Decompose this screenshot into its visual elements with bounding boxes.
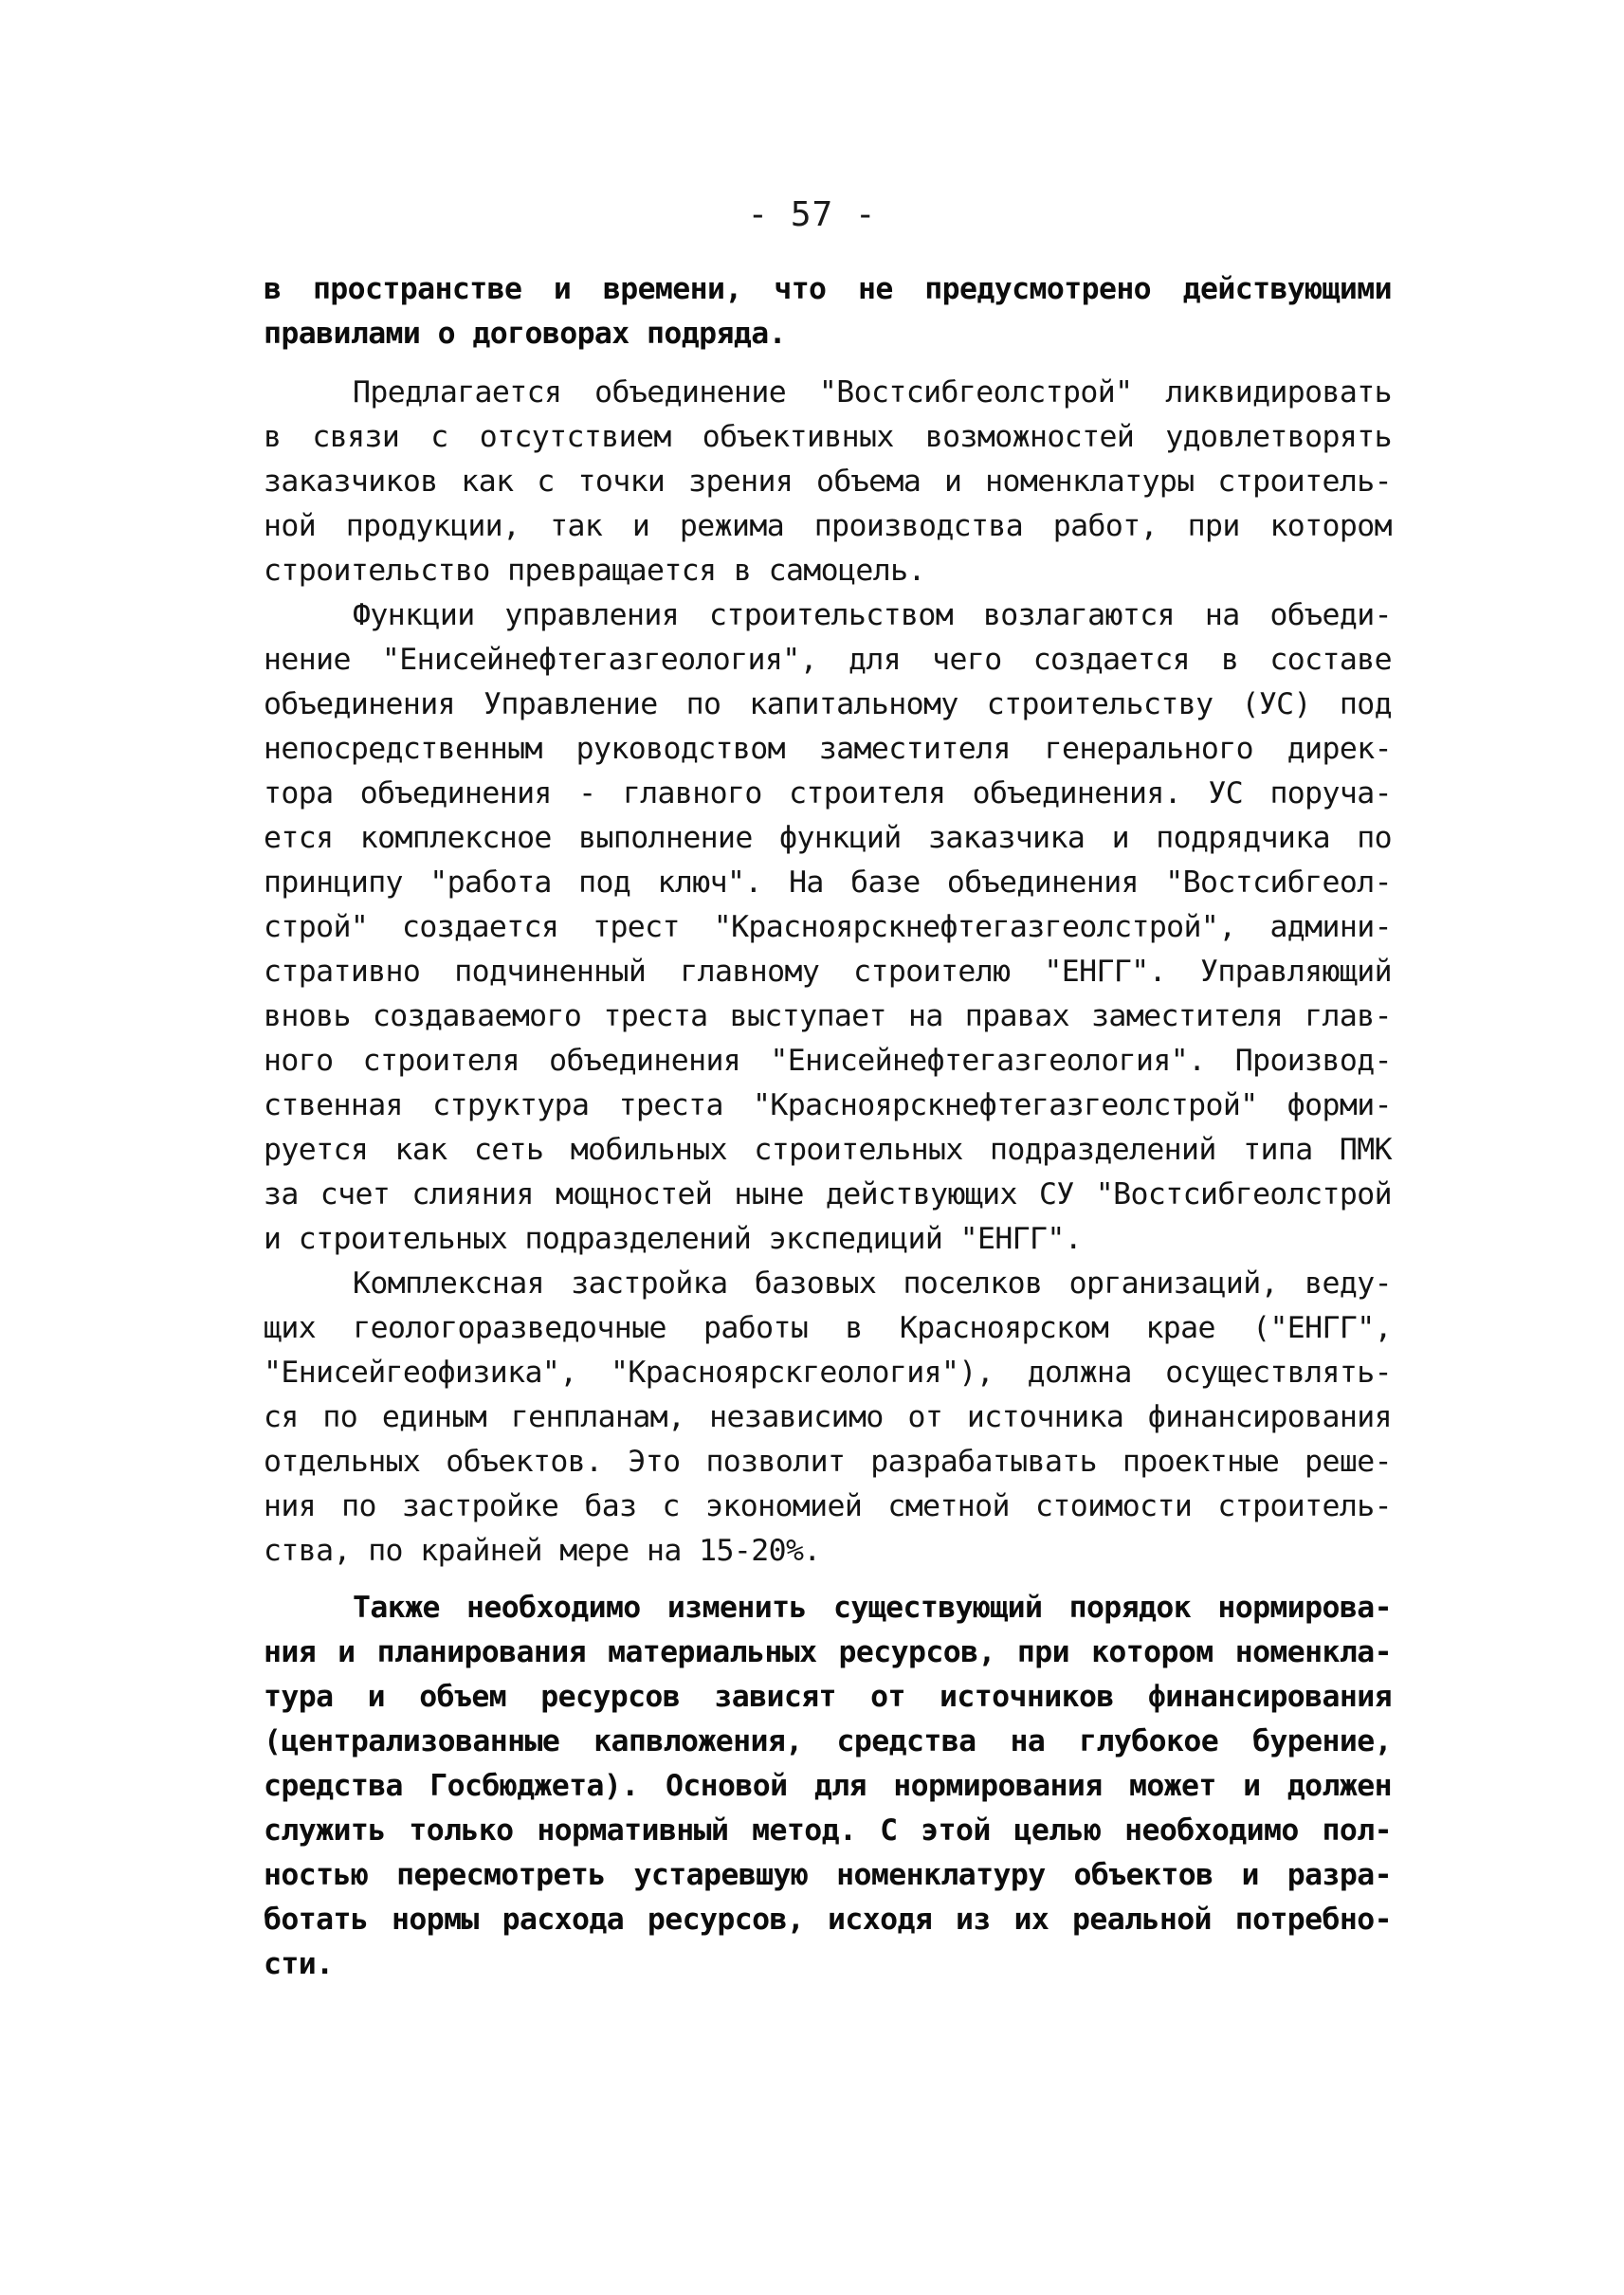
text-line: ства, по крайней мере на 15-20%. xyxy=(264,1534,821,1568)
text-line: строительство превращается в самоцель. xyxy=(264,554,925,588)
text-line: сти. xyxy=(264,1947,334,1981)
text-line: заказчиков как с точки зрения объема и номенклатуры строитель- xyxy=(264,464,1392,499)
text-line: (централизованные капвложения, средства на глубокое бурение, xyxy=(264,1724,1392,1758)
page-number: - 57 - xyxy=(747,195,877,234)
text-line: щих геологоразведочные работы в Красноярском крае ("ЕНГГ", xyxy=(264,1311,1392,1345)
text-line: непосредственным руководством заместителя генерального дирек- xyxy=(264,732,1392,766)
text-line: Также необходимо изменить существующий порядок нормирова- xyxy=(353,1591,1392,1625)
text-line: средства Госбюджета). Основой для нормирования может и должен xyxy=(264,1769,1392,1803)
text-line: ния и планирования материальных ресурсов, при котором номенкла- xyxy=(264,1635,1392,1669)
text-line: Предлагается объединение "Востсибгеолстрой" ликвидировать xyxy=(353,375,1392,410)
text-line: в связи с отсутствием объективных возможностей удовлетворять xyxy=(264,420,1392,454)
text-line: служить только нормативный метод. С этой целью необходимо пол- xyxy=(264,1813,1392,1848)
text-line: правилами о договорах подряда. xyxy=(264,317,786,351)
text-line: стративно подчиненный главному строителю "ЕНГГ". Управляющий xyxy=(264,955,1392,989)
text-line: ется комплексное выполнение функций заказчика и подрядчика по xyxy=(264,821,1392,855)
text-line: объединения Управление по капитальному строительству (УС) под xyxy=(264,687,1392,721)
text-line: в пространстве и времени, что не предусмотрено действующими xyxy=(264,272,1392,306)
text-line: вновь создаваемого треста выступает на правах заместителя глав- xyxy=(264,999,1392,1033)
text-line: ного строителя объединения "Енисейнефтегазгеология". Производ- xyxy=(264,1044,1392,1078)
text-line: строй" создается трест "Красноярскнефтегазгеолстрой", админи- xyxy=(264,910,1392,944)
text-line: тора объединения - главного строителя объединения. УС поруча- xyxy=(264,776,1392,811)
text-line: за счет слияния мощностей ныне действующих СУ "Востсибгеолстрой xyxy=(264,1177,1392,1211)
text-line: тура и объем ресурсов зависят от источников финансирования xyxy=(264,1680,1392,1714)
text-line: и строительных подразделений экспедиций "ЕНГГ". xyxy=(264,1222,1083,1256)
text-line: ственная структура треста "Красноярскнефтегазгеолстрой" форми- xyxy=(264,1088,1392,1122)
text-line: "Енисейгеофизика", "Красноярскгеология"), должна осуществлять- xyxy=(264,1356,1392,1390)
text-line: ния по застройке баз с экономией сметной стоимости строитель- xyxy=(264,1489,1392,1523)
text-line: ся по единым генпланам, независимо от источника финансирования xyxy=(264,1400,1392,1434)
text-line: ной продукции, так и режима производства работ, при котором xyxy=(264,509,1392,543)
text-line: руется как сеть мобильных строительных подразделений типа ПМК xyxy=(264,1133,1392,1167)
text-line: Комплексная застройка базовых поселков организаций, веду- xyxy=(353,1266,1392,1301)
text-line: Функции управления строительством возлагаются на объеди- xyxy=(353,598,1392,632)
text-line: отдельных объектов. Это позволит разрабатывать проектные реше- xyxy=(264,1445,1392,1479)
text-line: нение "Енисейнефтегазгеология", для чего создается в составе xyxy=(264,643,1392,677)
text-line: ностью пересмотреть устаревшую номенклатуру объектов и разра- xyxy=(264,1858,1392,1892)
text-line: ботать нормы расхода ресурсов, исходя из их реальной потребно- xyxy=(264,1903,1392,1937)
text-line: принципу "работа под ключ". На базе объединения "Востсибгеол- xyxy=(264,865,1392,900)
